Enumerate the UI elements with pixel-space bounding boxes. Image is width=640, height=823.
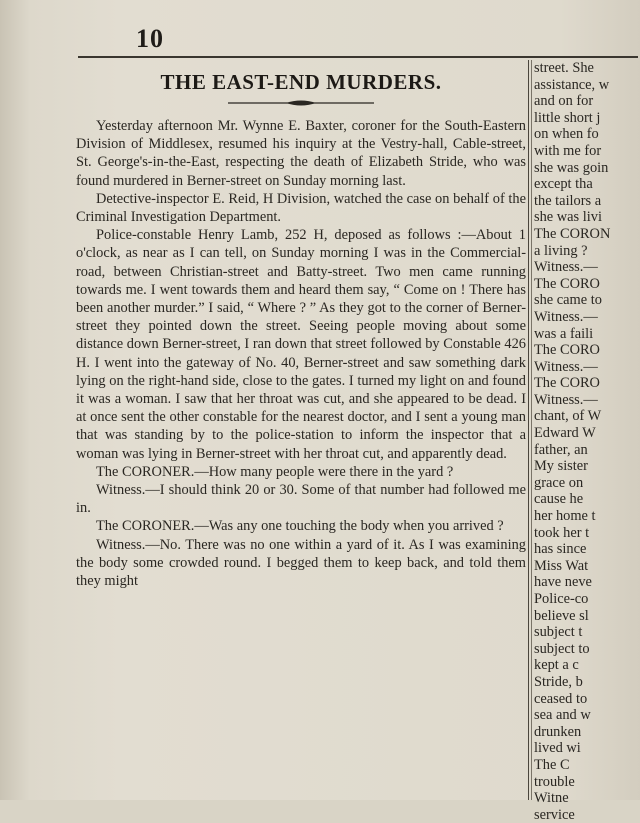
side-column-line: grace on — [534, 474, 584, 491]
side-column-line: service — [534, 806, 575, 823]
side-column-line: Edward W — [534, 425, 596, 442]
adjacent-column-fragment — [534, 60, 640, 823]
side-column-line: Miss Wat — [534, 557, 589, 574]
side-column-line: chant, of W — [534, 408, 602, 425]
side-column-line: The CORO — [534, 342, 600, 359]
column-divider — [528, 60, 529, 800]
side-column-line: sea and w — [534, 707, 591, 724]
side-column-line: except tha — [534, 176, 593, 193]
side-column-line: The CORO — [534, 275, 600, 292]
article-paragraph: Police-constable Henry Lamb, 252 H, deposed as follows :—About 1 o'clock, as near as I can tell, on Sunday morning I was in the Commercial-road, between Christian-street and Batty-street. Two men came running towards me. I went towards them and heard them say, “ Come on ! There has been another murder.” I said, “ Where ? ” As they got to the corner of Berner-street they pointed down the street. Seeing people moving about some distance down Berner-street, I ran down that street followed by Constable 426 H. I went into the gateway of No. 40, Berner-street and saw something dark lying on the right-hand side, close to the gates. I turned my light on and found it was a woman. I saw that her throat was cut, and she appeared to be dead. I at once sent the other constable for the nearest doctor, and I sent a young man that was standing by to the police-station to inform the inspector that a woman was lying in Berner-street with her throat cut, and apparently dead. — [76, 227, 526, 462]
side-column-line: The C — [534, 756, 570, 773]
side-column-line: Witness.— — [534, 391, 598, 408]
side-column-line: Police-co — [534, 591, 589, 607]
side-column-line: the tailors a — [534, 192, 602, 209]
side-column-line: Witness.— — [534, 308, 598, 325]
article-paragraph: Witness.—I should think 20 or 30. Some of that number had followed me in. — [76, 482, 526, 517]
side-column-line: street. She — [534, 60, 594, 76]
article-column — [76, 62, 526, 590]
side-column-line: trouble — [534, 773, 575, 790]
headline-ornament — [226, 99, 376, 107]
side-column-line: have neve — [534, 574, 592, 591]
column-divider-inner — [531, 60, 532, 800]
side-column-line: she was livi — [534, 209, 602, 226]
side-column-line: and on for — [534, 93, 594, 110]
top-rule — [78, 56, 638, 58]
side-column-line: Witness.— — [534, 358, 598, 375]
side-column-line: ceased to — [534, 690, 588, 707]
side-column-line: The CORON — [534, 225, 611, 242]
side-column-line: she came to — [534, 292, 602, 309]
side-column-line: has since — [534, 541, 587, 558]
article-paragraph: Yesterday afternoon Mr. Wynne E. Baxter, coroner for the South-Eastern Division of Middlesex, resumed his inquiry at the Vestry-hall, Cable-street, St. George's-in-the-East, respecting the death of Elizabeth Stride, who was found murdered in Berner-street on Sunday morning last. — [76, 118, 526, 189]
side-column-line: believe sl — [534, 607, 589, 624]
side-column-line: she was goin — [534, 159, 609, 176]
article-paragraph: The CORONER.—How many people were there in the yard ? — [96, 463, 454, 480]
side-column-line: was a faili — [534, 325, 594, 342]
side-column-line: kept a c — [534, 657, 579, 674]
side-column-line: her home t — [534, 508, 596, 525]
article-paragraph: Witness.—No. There was no one within a yard of it. As I was examining the body some crowded round. I begged them to keep back, and told them they might — [76, 536, 526, 590]
side-column-line: assistance, w — [534, 76, 610, 93]
side-column-line: My sister — [534, 458, 588, 475]
side-column-line: with me for — [534, 142, 602, 159]
side-column-line: little short j — [534, 109, 601, 126]
side-column-line: cause he — [534, 491, 584, 508]
page-number: 10 — [136, 24, 164, 53]
side-column-line: subject t — [534, 624, 583, 641]
article-paragraph: Detective-inspector E. Reid, H Division, watched the case on behalf of the Criminal Investigation Department. — [76, 190, 526, 226]
side-column-line: Witness.— — [534, 259, 598, 276]
article-headline: THE EAST-END MURDERS. — [160, 70, 442, 94]
article-body — [76, 117, 526, 590]
side-column-line: took her t — [534, 524, 590, 541]
side-column-line: subject to — [534, 640, 590, 657]
side-column-line: father, an — [534, 441, 588, 458]
article-paragraph: The CORONER.—Was any one touching the body when you arrived ? — [96, 518, 504, 535]
side-column-line: on when fo — [534, 126, 599, 143]
side-column-line: drunken — [534, 723, 582, 740]
side-column-line: Witne — [534, 790, 569, 807]
side-column-line: Stride, b — [534, 673, 583, 690]
side-column-line: a living ? — [534, 242, 588, 259]
side-column-line: lived wi — [534, 740, 581, 757]
side-column-line: The CORO — [534, 375, 600, 392]
